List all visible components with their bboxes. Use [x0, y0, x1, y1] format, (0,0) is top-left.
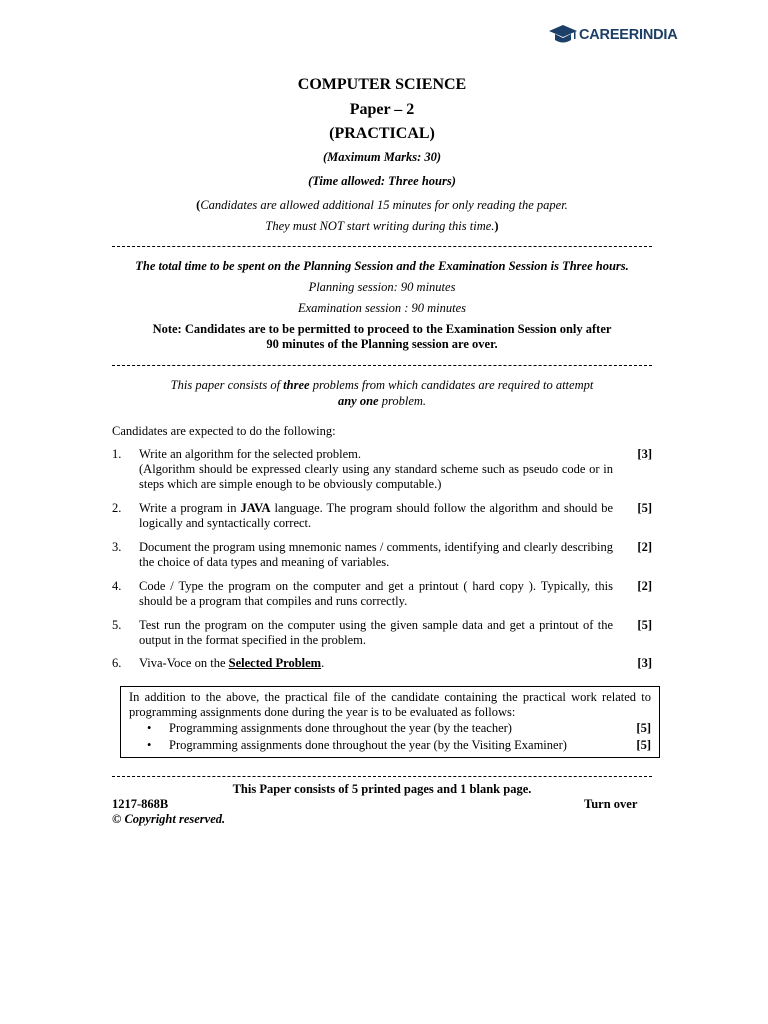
expected-lead: Candidates are expected to do the following:	[112, 424, 336, 438]
examination-session: Examination session : 90 minutes	[297, 301, 467, 315]
session-note: Note: Candidates are to be permitted to proceed to the Examination Session only after 90 minutes of the Planning session are over.	[152, 322, 612, 351]
copyright-notice: © Copyright reserved.	[112, 812, 226, 826]
careerindia-logo	[548, 22, 678, 48]
marks-badge: [3]	[637, 656, 652, 670]
practical-file-box: In addition to the above, the practical file of the candidate containing the practical work related to programming assignments done during the year is to be evaluated as follows: • Programming assignments done throughout the year (by the teacher) [5] • Programming assignments done throughout the year (by the Visiting Examiner) [5]	[120, 686, 660, 758]
dashed-divider	[112, 776, 652, 777]
turn-over: Turn over	[584, 797, 638, 811]
graduation-cap-icon	[548, 23, 578, 47]
bullet-icon: •	[147, 721, 152, 735]
marks-badge: [2]	[637, 579, 652, 593]
paper-type: (PRACTICAL)	[329, 125, 435, 142]
paper-code: 1217-868B	[112, 797, 169, 811]
marks-badge: [3]	[637, 447, 652, 461]
total-time-note: The total time to be spent on the Planning Session and the Examination Session is Three hours.	[135, 259, 629, 273]
practical-file-intro: In addition to the above, the practical file of the candidate containing the practical work related to programming assignments done during the year is to be evaluated as follows:	[129, 690, 651, 719]
logo-text: CAREERINDIA	[579, 27, 678, 43]
marks-badge: [5]	[636, 721, 651, 735]
reading-instructions: (Candidates are allowed additional 15 minutes for only reading the paper. They must NOT start writing during this time.)	[196, 198, 568, 233]
planning-session: Planning session: 90 minutes	[308, 280, 456, 294]
time-allowed: (Time allowed: Three hours)	[308, 174, 456, 188]
dashed-divider	[112, 365, 652, 366]
marks-badge: [5]	[636, 738, 651, 752]
page-count-note: This Paper consists of 5 printed pages and 1 blank page.	[232, 782, 532, 796]
marks-badge: [5]	[637, 618, 652, 632]
paper-number: Paper – 2	[349, 101, 415, 118]
subject-title: COMPUTER SCIENCE	[297, 76, 467, 93]
exam-page: CAREERINDIA COMPUTER SCIENCE Paper – 2 (PRACTICAL) (Maximum Marks: 30) (Time allowed: Three hours) (Candidates are allowed additional 15 minutes for only reading the paper. They must NOT start writing during this time.) The total time to be spent on the Planning Session and the Examination Session is Three hours. Planning session: 90 minutes Examination session : 90 minutes Note: Candidates are to be permitted to proceed to the Examination Session only after 90 minutes of the Planning session are over. This paper consists of three problems from which candidates are required to attempt any one problem. Candidates are expected to do the following: 1. Write an algorithm for the selected problem. (Algorithm should be expressed clearly using any standard scheme such as pseudo code or in steps which are simple enough to be obviously computable.) [3] 2. Write a program in JAVA language. The program should follow the algorithm and should be logically and syntactically correct. [5] 3. Document the program using mnemonic names / comments, identifying and clearly describing the choice of data types and meaning of variables. [2] 4. Code / Type the program on the computer and get a printout ( hard copy ). Typically, this should be a program that compiles and runs correctly. [2] 5. Test run the program on the computer using the given sample data and get a printout of the output in the format specified in the problem. [5] 6. Viva-Voce on the Selected Problem. [3] In addition to the above, the practical file of the candidate containing the practical work related to programming assignments done during the year is to be evaluated as follows: • Programming assignments done throughout the year (by the teacher) [5] • Programming assignments done throughout the year (by the Visiting Examiner) [5] This Paper consists of 5 printed pages and 1 blank page. 1217-868B Turn over © Copyright reserved.	[0, 0, 768, 1024]
max-marks: (Maximum Marks: 30)	[322, 150, 442, 164]
marks-badge: [2]	[637, 540, 652, 554]
dashed-divider	[112, 246, 652, 247]
bullet-icon: •	[147, 738, 152, 752]
problems-note: This paper consists of three problems from which candidates are required to attempt any one problem.	[170, 378, 594, 408]
marks-badge: [5]	[637, 501, 652, 515]
